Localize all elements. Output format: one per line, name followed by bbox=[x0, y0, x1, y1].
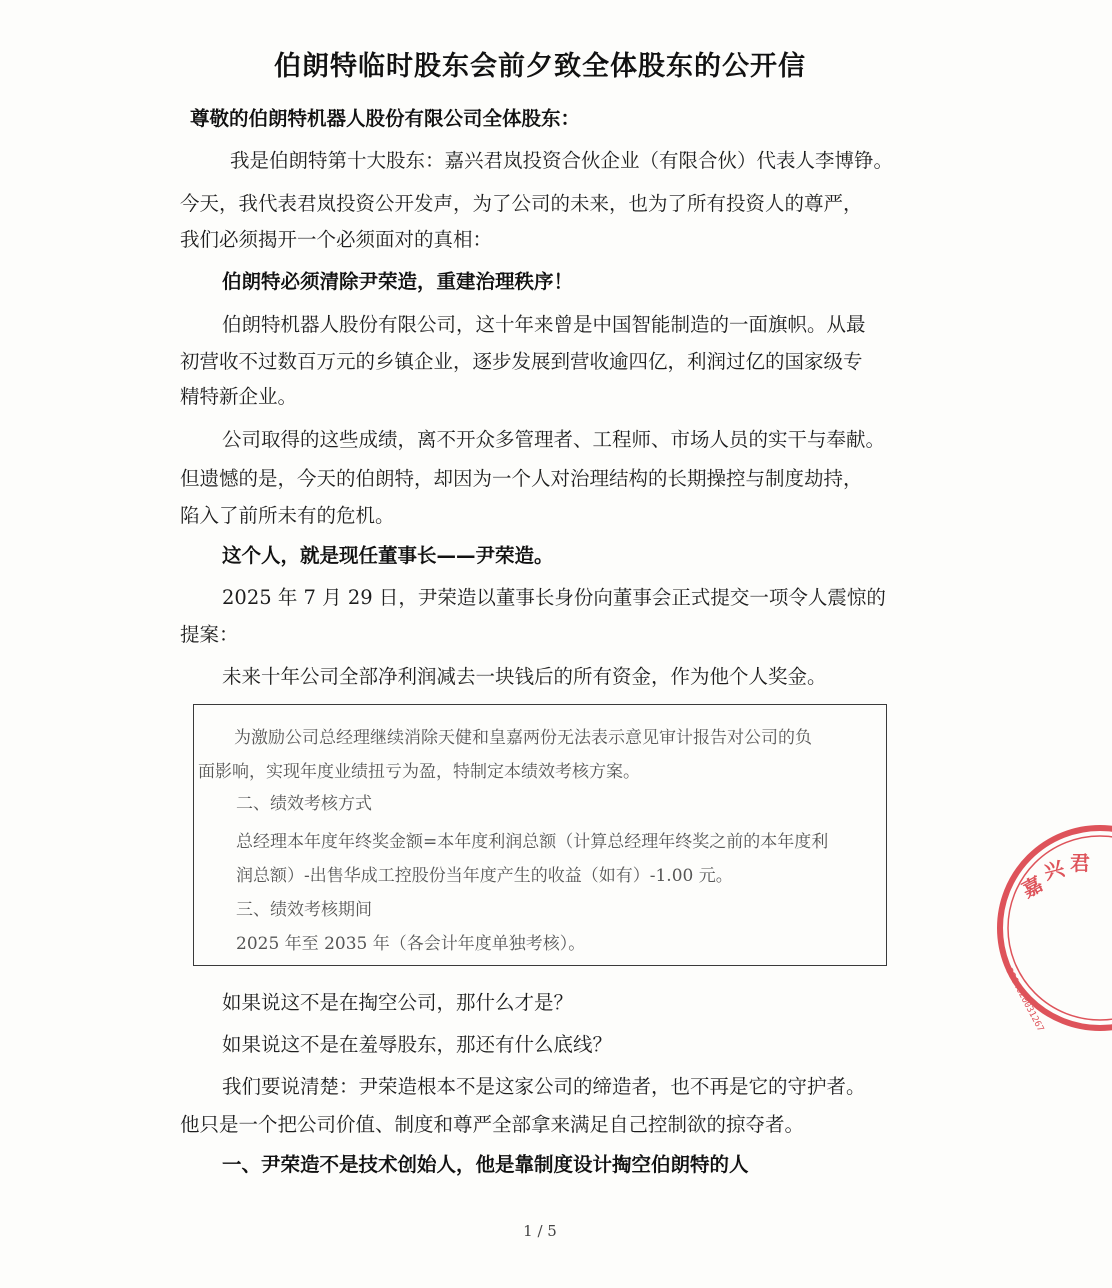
svg-text:3304020031267: 3304020031267 bbox=[1003, 966, 1046, 1034]
paragraph-4-line-2: 提案： bbox=[180, 623, 239, 646]
paragraph-5: 未来十年公司全部净利润减去一块钱后的所有资金，作为他个人奖金。 bbox=[222, 665, 827, 688]
headline-clear-chairman: 伯朗特必须清除尹荣造，重建治理秩序！ bbox=[222, 270, 574, 293]
paragraph-3-line-1: 公司取得的这些成绩，离不开众多管理者、工程师、市场人员的实干与奉献。 bbox=[222, 428, 886, 451]
paragraph-8-line-2: 他只是一个把公司价值、制度和尊严全部拿来满足自己控制欲的掠夺者。 bbox=[180, 1113, 805, 1136]
company-seal-stamp bbox=[992, 820, 1112, 1040]
document-title: 伯朗特临时股东会前夕致全体股东的公开信 bbox=[274, 51, 806, 82]
paragraph-2-line-3: 精特新企业。 bbox=[180, 385, 298, 408]
excerpt-line-5: 润总额）-出售华成工控股份当年度产生的收益（如有）-1.00 元。 bbox=[236, 866, 733, 886]
excerpt-line-4: 总经理本年度年终奖金额=本年度利润总额（计算总经理年终奖之前的本年度利 bbox=[236, 832, 829, 852]
page-number: 1 / 5 bbox=[523, 1222, 557, 1240]
paragraph-8-line-1: 我们要说清楚：尹荣造根本不是这家公司的缔造者，也不再是它的守护者。 bbox=[222, 1075, 866, 1098]
svg-text:君: 君 bbox=[1070, 851, 1090, 875]
excerpt-section-period: 三、绩效考核期间 bbox=[236, 900, 372, 920]
paragraph-1-line-3: 我们必须揭开一个必须面对的真相： bbox=[180, 228, 493, 251]
paragraph-1-line-1: 我是伯朗特第十大股东：嘉兴君岚投资合伙企业（有限合伙）代表人李博铮。 bbox=[230, 149, 894, 172]
paragraph-6: 如果说这不是在掏空公司，那什么才是？ bbox=[222, 991, 574, 1014]
salutation: 尊敬的伯朗特机器人股份有限公司全体股东： bbox=[190, 107, 581, 130]
excerpt-section-method: 二、绩效考核方式 bbox=[236, 794, 372, 814]
paragraph-3-line-2: 但遗憾的是，今天的伯朗特，却因为一个人对治理结构的长期操控与制度劫持， bbox=[180, 467, 863, 490]
paragraph-7: 如果说这不是在羞辱股东，那还有什么底线？ bbox=[222, 1033, 613, 1056]
excerpt-line-7: 2025 年至 2035 年（各会计年度单独考核）。 bbox=[236, 934, 586, 954]
paragraph-2-line-2: 初营收不过数百万元的乡镇企业，逐步发展到营收逾四亿，利润过亿的国家级专 bbox=[180, 350, 863, 373]
svg-text:嘉: 嘉 bbox=[1017, 871, 1047, 903]
svg-text:兴: 兴 bbox=[1041, 856, 1067, 885]
headline-current-chairman: 这个人，就是现任董事长——尹荣造。 bbox=[222, 544, 554, 567]
paragraph-4-line-1: 2025 年 7 月 29 日，尹荣造以董事长身份向董事会正式提交一项令人震惊的 bbox=[222, 586, 886, 609]
paragraph-2-line-1: 伯朗特机器人股份有限公司，这十年来曾是中国智能制造的一面旗帜。从最 bbox=[222, 313, 866, 336]
section-heading-1: 一、尹荣造不是技术创始人，他是靠制度设计掏空伯朗特的人 bbox=[222, 1153, 749, 1176]
proposal-excerpt-box bbox=[193, 704, 887, 966]
paragraph-1-line-2: 今天，我代表君岚投资公开发声，为了公司的未来，也为了所有投资人的尊严， bbox=[180, 192, 863, 215]
excerpt-line-2: 面影响，实现年度业绩扭亏为盈，特制定本绩效考核方案。 bbox=[198, 762, 640, 782]
excerpt-line-1: 为激励公司总经理继续消除天健和皇嘉两份无法表示意见审计报告对公司的负 bbox=[234, 728, 812, 748]
paragraph-3-line-3: 陷入了前所未有的危机。 bbox=[180, 504, 395, 527]
